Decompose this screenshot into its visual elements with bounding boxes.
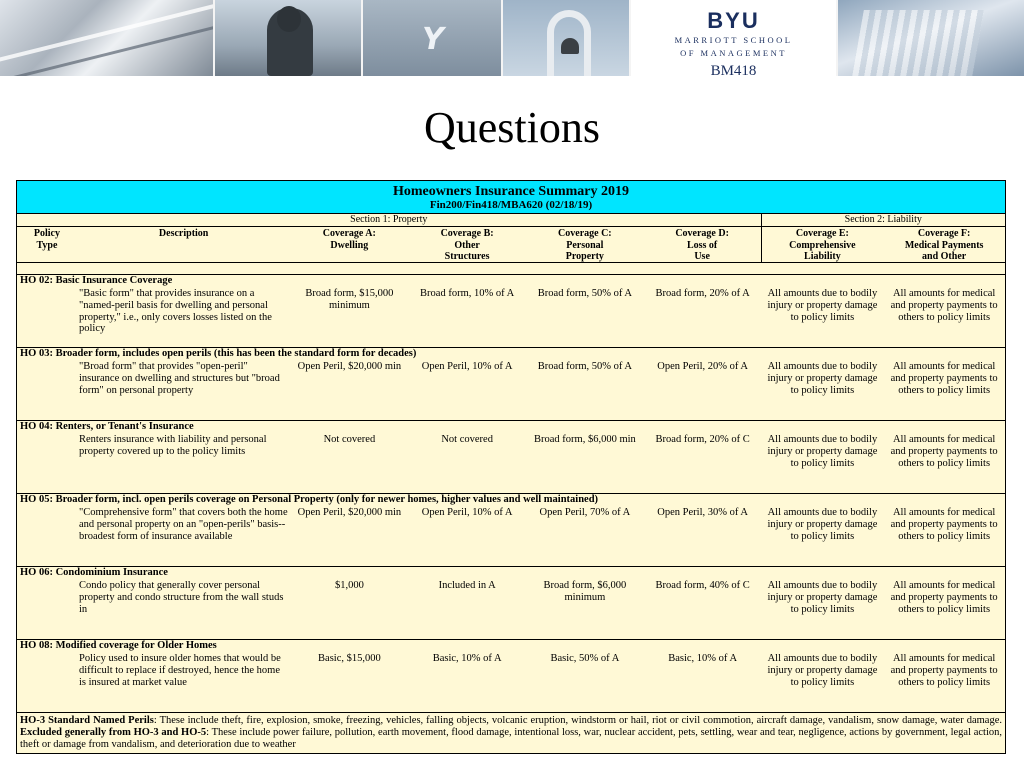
col-description: Description xyxy=(158,228,209,239)
table-header xyxy=(17,181,1005,214)
page-title: Questions xyxy=(424,103,600,152)
footnote-text-excluded: : These include power failure, pollution, earth movement, flood damage, intentional loss, war, nuclear accident, pets, settling, wear and tear, negligence, actions by government, legal action, theft or damage from vandalism, and deterioration due to weather xyxy=(20,726,1002,750)
coverage-c-value: Broad form, 50% of A xyxy=(537,288,632,299)
policy-description: Policy used to insure older homes that would be difficult to replace if destroyed, hence the home is insured at market value xyxy=(79,653,281,688)
coverage-e-value: All amounts due to bodily injury or property damage to policy limits xyxy=(767,507,878,542)
coverage-e-value: All amounts due to bodily injury or property damage to policy limits xyxy=(767,361,878,396)
col-policy-type: Policy Type xyxy=(33,228,60,251)
coverage-e-value: All amounts due to bodily injury or property damage to policy limits xyxy=(767,434,878,469)
policy-description: "Broad form" that provides "open-peril" insurance on dwelling and structures but "broad form" on personal property xyxy=(79,361,280,396)
logo-school-line1: MARRIOTT SCHOOL xyxy=(674,35,793,45)
coverage-c-value: Open Peril, 70% of A xyxy=(539,507,631,518)
cougar-icon: Y xyxy=(422,22,444,57)
policy-title: HO 04: Renters, or Tenant's Insurance xyxy=(20,421,194,432)
coverage-b-value: Broad form, 10% of A xyxy=(420,288,515,299)
coverage-b-value: Not covered xyxy=(441,434,493,445)
policy-title: HO 06: Condominium Insurance xyxy=(20,567,168,578)
logo-school-line2: OF MANAGEMENT xyxy=(680,48,787,58)
coverage-a-value: Open Peril, $20,000 min xyxy=(297,507,402,518)
cougar-logo-photo xyxy=(363,0,503,76)
bell-tower-photo xyxy=(503,0,631,76)
col-coverage-e: Coverage E: Comprehensive Liability xyxy=(789,228,856,262)
policy-title: HO 08: Modified coverage for Older Homes xyxy=(20,640,217,651)
coverage-f-value: All amounts for medical and property payments to others to policy limits xyxy=(890,507,998,542)
footnote-excluded-lead: Excluded generally from HO-3 and HO-5 xyxy=(20,726,207,738)
policy-description: "Comprehensive form" that covers both the home and personal property on an "open-perils" basis--broadest form of insurance available xyxy=(79,507,288,542)
coverage-c-value: Broad form, $6,000 minimum xyxy=(543,580,627,603)
coverage-a-value: Not covered xyxy=(323,434,376,445)
coverage-f-value: All amounts for medical and property payments to others to policy limits xyxy=(890,288,998,323)
policy-title: HO 02: Basic Insurance Coverage xyxy=(20,275,173,286)
policy-title: HO 05: Broader form, incl. open perils coverage on Personal Property (only for newer homes, higher values and well maintained) xyxy=(20,494,599,505)
col-coverage-a: Coverage A: Dwelling xyxy=(322,228,376,251)
policy-row-ho08 xyxy=(17,640,1005,713)
coverage-a-value: Open Peril, $20,000 min xyxy=(297,361,402,372)
coverage-d-value: Broad form, 40% of C xyxy=(655,580,750,591)
statue-photo xyxy=(215,0,363,76)
col-coverage-f: Coverage F: Medical Payments and Other xyxy=(904,228,984,262)
policy-description: "Basic form" that provides insurance on a "named-peril basis for dwelling and personal property," i.e., only covers losses listed on the policy xyxy=(79,288,272,335)
policy-row-ho04 xyxy=(17,421,1005,494)
section-row xyxy=(17,214,1005,227)
col-coverage-d: Coverage D: Loss of Use xyxy=(644,227,762,262)
insurance-summary-table xyxy=(16,180,1006,754)
policy-description: Renters insurance with liability and personal property covered up to the policy limits xyxy=(79,434,267,457)
statue-head xyxy=(277,6,301,32)
coverage-a-value: Basic, $15,000 xyxy=(318,653,381,664)
policy-row-ho06 xyxy=(17,567,1005,640)
coverage-b-value: Open Peril, 10% of A xyxy=(421,361,513,372)
footnote-lead: HO-3 Standard Named Perils xyxy=(20,715,154,726)
logo-course: BM418 xyxy=(710,63,757,76)
coverage-a-value: Broad form, $15,000 minimum xyxy=(305,288,394,311)
coverage-a-value: $1,000 xyxy=(334,580,364,591)
table-subtitle: Fin200/Fin418/MBA620 (02/18/19) xyxy=(429,199,593,211)
section-property: Section 1: Property xyxy=(17,214,762,226)
coverage-c-value: Broad form, 50% of A xyxy=(537,361,632,372)
policy-title: HO 03: Broader form, includes open perils (this has been the standard form for decades) xyxy=(20,348,417,359)
policy-row-ho03 xyxy=(17,348,1005,421)
header-banner xyxy=(0,0,1024,76)
policy-row-ho05 xyxy=(17,494,1005,567)
coverage-b-value: Included in A xyxy=(438,580,496,591)
coverage-c-value: Broad form, $6,000 min xyxy=(534,434,636,445)
coverage-b-value: Open Peril, 10% of A xyxy=(421,507,513,518)
building-photo xyxy=(838,0,1024,76)
coverage-d-value: Open Peril, 20% of A xyxy=(657,361,748,372)
policy-row-ho02 xyxy=(17,275,1005,348)
byu-logo xyxy=(631,0,838,76)
coverage-d-value: Broad form, 20% of A xyxy=(655,288,750,299)
coverage-d-value: Broad form, 20% of C xyxy=(655,434,750,445)
bell-icon xyxy=(561,38,579,54)
architecture-photo xyxy=(0,0,215,76)
coverage-e-value: All amounts due to bodily injury or property damage to policy limits xyxy=(767,288,878,323)
section-liability: Section 2: Liability xyxy=(844,214,922,225)
col-coverage-b: Coverage B: Other Structures xyxy=(440,228,494,262)
coverage-b-value: Basic, 10% of A xyxy=(432,653,502,664)
coverage-f-value: All amounts for medical and property payments to others to policy limits xyxy=(890,434,998,469)
coverage-e-value: All amounts due to bodily injury or property damage to policy limits xyxy=(767,653,878,688)
coverage-d-value: Open Peril, 30% of A xyxy=(657,507,748,518)
coverage-d-value: Basic, 10% of A xyxy=(668,653,738,664)
perils-footnote xyxy=(17,713,1005,753)
column-header-row xyxy=(17,227,1005,263)
coverage-f-value: All amounts for medical and property payments to others to policy limits xyxy=(890,361,998,396)
footnote-text-named-perils: : These include theft, fire, explosion, smoke, freezing, vehicles, falling objects, volcanic eruption, windstorm or hail, riot or civil commotion, aircraft damage, vandalism, snow damage, water damage. xyxy=(153,715,1002,726)
coverage-f-value: All amounts for medical and property payments to others to policy limits xyxy=(890,653,998,688)
table-title: Homeowners Insurance Summary 2019 xyxy=(392,184,630,199)
policy-description: Condo policy that generally cover personal property and condo structure from the wall studs in xyxy=(79,580,284,615)
coverage-f-value: All amounts for medical and property payments to others to policy limits xyxy=(890,580,998,615)
coverage-c-value: Basic, 50% of A xyxy=(550,653,620,664)
logo-brand: BYU xyxy=(707,8,760,33)
header-spacer xyxy=(17,263,1005,275)
coverage-e-value: All amounts due to bodily injury or property damage to policy limits xyxy=(767,580,878,615)
col-coverage-c: Coverage C: Personal Property xyxy=(558,228,612,262)
